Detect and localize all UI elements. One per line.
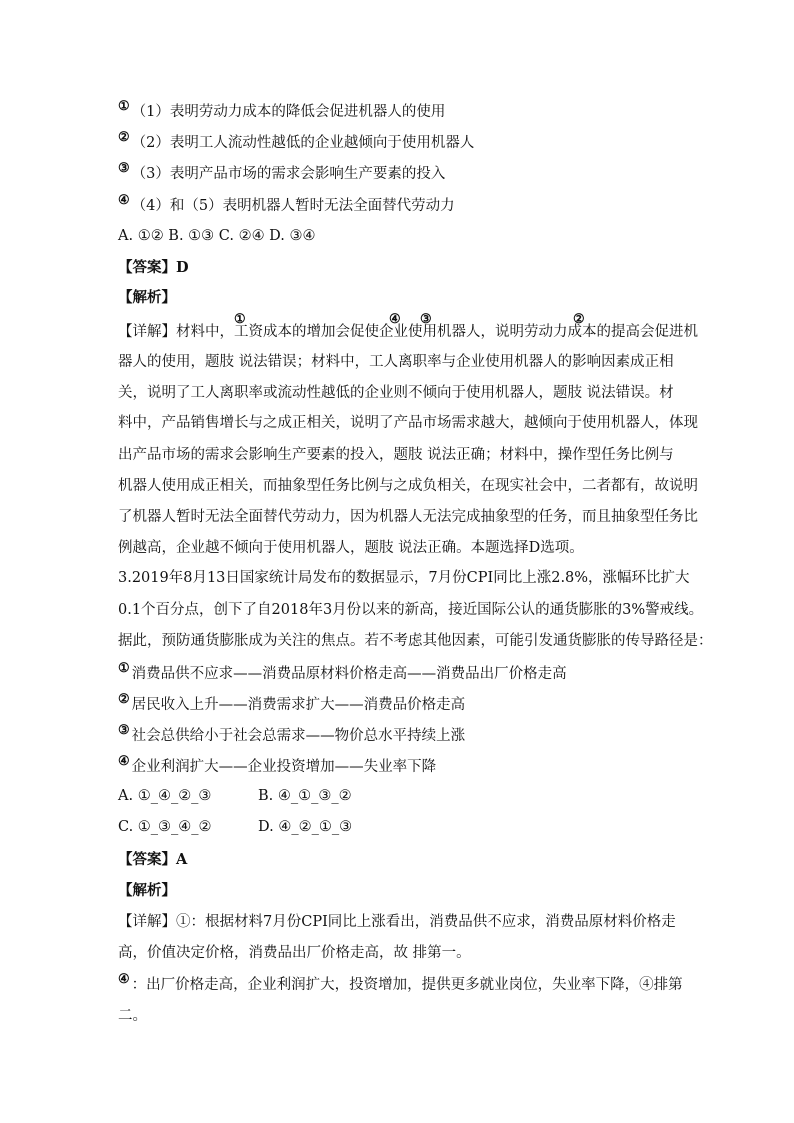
q3-stem-line: 据此，预防通货膨胀成为关注的焦点。若不考虑其他因素，可能引发通货膨胀的传导路径是： <box>118 633 713 649</box>
circled-number: ① <box>118 661 130 676</box>
q2-detail-line: 机器人使用成正相关，而抽象型任务比例与之成负相关，在现实社会中，二者都有，故说明 <box>118 478 698 494</box>
q2-item-1 <box>118 99 446 123</box>
q2-detail-line: 料中，产品销售增长与之成正相关，说明了产品市场需求越大，越倾向于使用机器人，体现 <box>118 415 698 431</box>
circled-number: ③ <box>118 723 130 738</box>
q3-item-text: 企业利润扩大——企业投资增加——失业率下降 <box>131 759 437 775</box>
q3-item-text: 社会总供给小于社会总需求——物价总水平持续上涨 <box>131 728 466 744</box>
q3-detail-line: 【详解】①：根据材料7月份CPI同比上涨看出，消费品供不应求，消费品原材料价格走 <box>118 914 676 930</box>
q3-options-row-1 <box>118 786 358 806</box>
q2-detail-line: 【详解】材料中，工资成本的增加会促使企业使用机器人，说明劳动力成本的提高会促进机 <box>118 324 698 340</box>
q3-option-c: C. ①_③_④_② <box>118 819 212 835</box>
detail-mark-2: ② <box>573 312 585 327</box>
detail-mark-4: ④ <box>389 312 401 327</box>
q2-item-text: （4）和（5）表明机器人暂时无法全面替代劳动力 <box>131 198 455 214</box>
q2-detail-line: 了机器人暂时无法全面替代劳动力，因为机器人无法完成抽象型的任务，而且抽象型任务比 <box>118 509 698 525</box>
q3-option-d: D. ④_②_①_③ <box>258 819 353 835</box>
q2-analysis-label: 【解析】 <box>118 289 176 306</box>
q3-option-a: A. ①_④_②_③ <box>118 788 212 804</box>
q3-stem-line: 0.1个百分点，创下了自2018年3月份以来的新高，接近国际公认的通货膨胀的3%警戒线。 <box>118 602 704 618</box>
q3-item-3 <box>118 723 466 747</box>
circled-number: ② <box>118 130 130 145</box>
q3-item-2 <box>118 692 466 716</box>
circled-number: ② <box>118 692 130 707</box>
q2-item-text: （1）表明劳动力成本的降低会促进机器人的使用 <box>131 104 446 120</box>
q3-detail-line <box>118 972 683 996</box>
q3-stem-line: 3.2019年8月13日国家统计局发布的数据显示，7月份CPI同比上涨2.8%，涨幅环比扩大 <box>118 570 690 586</box>
q2-item-text: （3）表明产品市场的需求会影响生产要素的投入 <box>131 166 446 182</box>
detail-mark-3: ③ <box>420 312 432 327</box>
q3-answer: 【答案】A <box>118 851 188 868</box>
circled-number: ④ <box>118 972 130 987</box>
circled-number: ④ <box>118 193 130 208</box>
q3-options-row-2 <box>118 817 358 837</box>
q3-item-1 <box>118 661 567 685</box>
q2-detail-line: 关，说明了工人离职率或流动性越低的企业则不倾向于使用机器人，题肢 说法错误。材 <box>118 385 674 401</box>
q3-detail-text: ：出厂价格走高，企业利润扩大，投资增加，提供更多就业岗位，失业率下降，④排第 <box>131 977 683 993</box>
q2-item-2 <box>118 130 475 154</box>
q2-item-4 <box>118 193 455 217</box>
q3-item-text: 居民收入上升——消费需求扩大——消费品价格走高 <box>131 697 466 713</box>
q2-detail-line: 例越高，企业越不倾向于使用机器人，题肢 说法正确。本题选择D选项。 <box>118 540 584 556</box>
detail-mark-1: ① <box>234 312 246 327</box>
q2-item-3 <box>118 161 446 185</box>
q2-item-text: （2）表明工人流动性越低的企业越倾向于使用机器人 <box>131 135 475 151</box>
circled-number: ③ <box>118 161 130 176</box>
circled-number: ① <box>118 99 130 114</box>
q2-answer: 【答案】D <box>118 259 189 276</box>
q3-analysis-label: 【解析】 <box>118 882 176 899</box>
circled-number: ④ <box>118 754 130 769</box>
q3-option-b: B. ④_①_③_② <box>258 788 352 804</box>
q3-detail-line: 高，价值决定价格，消费品出厂价格走高，故 排第一。 <box>118 945 471 961</box>
q2-detail-line: 出产品市场的需求会影响生产要素的投入，题肢 说法正确；材料中，操作型任务比例与 <box>118 447 674 463</box>
q3-item-4 <box>118 754 437 778</box>
q2-detail-line: 器人的使用，题肢 说法错误；材料中，工人离职率与企业使用机器人的影响因素成正相 <box>118 354 674 370</box>
q3-detail-line: 二。 <box>118 1008 147 1024</box>
q2-options: A. ①② B. ①③ C. ②④ D. ③④ <box>118 228 316 244</box>
q3-item-text: 消费品供不应求——消费品原材料价格走高——消费品出厂价格走高 <box>131 666 567 682</box>
